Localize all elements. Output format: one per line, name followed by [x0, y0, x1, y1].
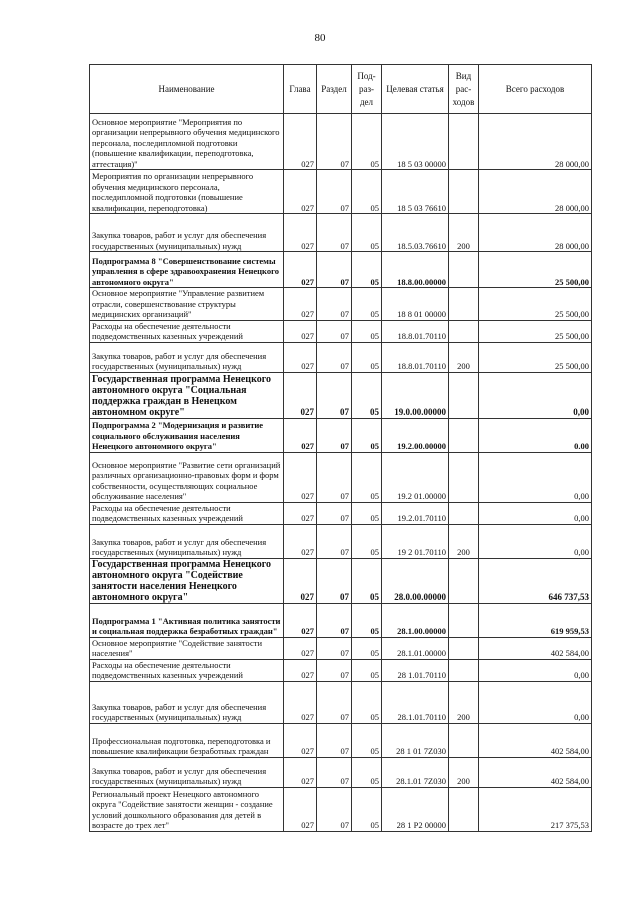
cell-name: Основное мероприятие "Мероприятия по организации непрерывного обучения медицинского персонала, последипломной подготовки (повышение квалификации, переподготовка, аттестация)" — [90, 114, 284, 170]
cell-vid — [449, 452, 479, 502]
cell-total: 28 000,00 — [479, 170, 592, 214]
cell-podrazdel: 05 — [352, 372, 382, 418]
cell-total: 25 500,00 — [479, 252, 592, 288]
cell-target: 28 1.01.70110 — [382, 659, 449, 681]
cell-vid — [449, 252, 479, 288]
cell-vid — [449, 170, 479, 214]
cell-name: Основное мероприятие "Содействие занятости населения" — [90, 637, 284, 659]
cell-podrazdel: 05 — [352, 558, 382, 603]
cell-target: 18.8.00.00000 — [382, 252, 449, 288]
cell-glava: 027 — [284, 681, 317, 723]
cell-target: 19.2 01.00000 — [382, 452, 449, 502]
cell-razdel: 07 — [317, 787, 352, 831]
cell-name: Подпрограмма 1 "Активная политика занятости и социальная поддержка безработных граждан" — [90, 603, 284, 637]
cell-name: Государственная программа Ненецкого автономного округа "Социальная поддержка граждан в Ненецком автономном округе" — [90, 372, 284, 418]
cell-glava: 027 — [284, 558, 317, 603]
cell-podrazdel: 05 — [352, 452, 382, 502]
cell-target: 18.8.01.70110 — [382, 320, 449, 342]
cell-razdel: 07 — [317, 603, 352, 637]
cell-glava: 027 — [284, 452, 317, 502]
col-header-podrazdel: Под-раз-дел — [352, 65, 382, 114]
table-row — [90, 252, 592, 288]
cell-total: 0.00 — [479, 418, 592, 452]
table-row — [90, 723, 592, 757]
cell-target: 28.1.01.00000 — [382, 637, 449, 659]
cell-razdel: 07 — [317, 418, 352, 452]
cell-vid: 200 — [449, 214, 479, 252]
cell-glava: 027 — [284, 757, 317, 787]
table-row — [90, 170, 592, 214]
table-row — [90, 787, 592, 831]
col-header-razdel: Раздел — [317, 65, 352, 114]
cell-podrazdel: 05 — [352, 214, 382, 252]
cell-glava: 027 — [284, 659, 317, 681]
cell-razdel: 07 — [317, 342, 352, 372]
cell-name: Основное мероприятие "Управление развитием отрасли, совершенствование структуры медицинских организаций" — [90, 288, 284, 321]
cell-razdel: 07 — [317, 524, 352, 558]
table-row — [90, 320, 592, 342]
cell-total: 0,00 — [479, 524, 592, 558]
cell-glava: 027 — [284, 320, 317, 342]
cell-total: 25 500,00 — [479, 320, 592, 342]
cell-glava: 027 — [284, 502, 317, 524]
cell-razdel: 07 — [317, 723, 352, 757]
cell-vid: 200 — [449, 757, 479, 787]
cell-podrazdel: 05 — [352, 659, 382, 681]
cell-razdel: 07 — [317, 252, 352, 288]
cell-total: 402 584,00 — [479, 637, 592, 659]
cell-razdel: 07 — [317, 372, 352, 418]
cell-glava: 027 — [284, 252, 317, 288]
cell-podrazdel: 05 — [352, 757, 382, 787]
cell-glava: 027 — [284, 787, 317, 831]
cell-total: 217 375,53 — [479, 787, 592, 831]
budget-table — [89, 64, 592, 832]
cell-total: 0,00 — [479, 681, 592, 723]
cell-target: 28 1 P2 00000 — [382, 787, 449, 831]
table-row — [90, 214, 592, 252]
cell-vid — [449, 372, 479, 418]
cell-razdel: 07 — [317, 558, 352, 603]
cell-razdel: 07 — [317, 288, 352, 321]
cell-target: 28 1 01 7Z030 — [382, 723, 449, 757]
cell-razdel: 07 — [317, 659, 352, 681]
cell-podrazdel: 05 — [352, 418, 382, 452]
table-row — [90, 342, 592, 372]
cell-glava: 027 — [284, 170, 317, 214]
cell-total: 28 000,00 — [479, 114, 592, 170]
table-row — [90, 637, 592, 659]
col-header-total: Всего расходов — [479, 65, 592, 114]
cell-glava: 027 — [284, 418, 317, 452]
cell-glava: 027 — [284, 288, 317, 321]
col-header-name: Наименование — [90, 65, 284, 114]
cell-vid — [449, 320, 479, 342]
cell-target: 19.0.00.00000 — [382, 372, 449, 418]
col-header-glava: Глава — [284, 65, 317, 114]
cell-glava: 027 — [284, 372, 317, 418]
table-row — [90, 452, 592, 502]
cell-vid — [449, 418, 479, 452]
cell-glava: 027 — [284, 114, 317, 170]
cell-target: 28.1.00.00000 — [382, 603, 449, 637]
cell-total: 28 000,00 — [479, 214, 592, 252]
cell-vid: 200 — [449, 681, 479, 723]
cell-glava: 027 — [284, 524, 317, 558]
cell-target: 19 2 01.70110 — [382, 524, 449, 558]
table-row — [90, 603, 592, 637]
cell-podrazdel: 05 — [352, 681, 382, 723]
cell-name: Закупка товаров, работ и услуг для обеспечения государственных (муниципальных) нужд — [90, 681, 284, 723]
cell-vid — [449, 114, 479, 170]
table-row — [90, 418, 592, 452]
cell-total: 402 584,00 — [479, 723, 592, 757]
cell-razdel: 07 — [317, 637, 352, 659]
cell-total: 0,00 — [479, 372, 592, 418]
cell-target: 18.5.03.76610 — [382, 214, 449, 252]
cell-podrazdel: 05 — [352, 502, 382, 524]
cell-razdel: 07 — [317, 681, 352, 723]
cell-name: Мероприятия по организации непрерывного обучения медицинского персонала, последипломной подготовки (повышение квалификации, переподготовка) — [90, 170, 284, 214]
cell-name: Закупка товаров, работ и услуг для обеспечения государственных (муниципальных) нужд — [90, 524, 284, 558]
cell-name: Региональный проект Ненецкого автономного округа "Содействие занятости женщин - создание условий дошкольного образования для детей в возрасте до трех лет" — [90, 787, 284, 831]
cell-podrazdel: 05 — [352, 637, 382, 659]
table-row — [90, 757, 592, 787]
cell-glava: 027 — [284, 342, 317, 372]
cell-total: 0,00 — [479, 452, 592, 502]
cell-razdel: 07 — [317, 214, 352, 252]
cell-name: Закупка товаров, работ и услуг для обеспечения государственных (муниципальных) нужд — [90, 214, 284, 252]
table-row — [90, 524, 592, 558]
cell-podrazdel: 05 — [352, 114, 382, 170]
cell-razdel: 07 — [317, 757, 352, 787]
cell-total: 619 959,53 — [479, 603, 592, 637]
cell-glava: 027 — [284, 637, 317, 659]
cell-name: Подпрограмма 2 "Модернизация и развитие социального обслуживания населения Ненецкого автономного округа" — [90, 418, 284, 452]
cell-name: Расходы на обеспечение деятельности подведомственных казенных учреждений — [90, 659, 284, 681]
cell-name: Государственная программа Ненецкого автономного округа "Содействие занятости населения Ненецкого автономного округа" — [90, 558, 284, 603]
cell-vid: 200 — [449, 524, 479, 558]
cell-name: Расходы на обеспечение деятельности подведомственных казенных учреждений — [90, 502, 284, 524]
cell-target: 18.8.01.70110 — [382, 342, 449, 372]
cell-name: Профессиональная подготовка, переподготовка и повышение квалификации безработных граждан — [90, 723, 284, 757]
cell-target: 28.0.00.00000 — [382, 558, 449, 603]
cell-razdel: 07 — [317, 114, 352, 170]
cell-glava: 027 — [284, 214, 317, 252]
cell-razdel: 07 — [317, 320, 352, 342]
cell-vid — [449, 502, 479, 524]
cell-podrazdel: 05 — [352, 288, 382, 321]
cell-total: 25 500,00 — [479, 342, 592, 372]
cell-razdel: 07 — [317, 452, 352, 502]
cell-target: 18 8 01 00000 — [382, 288, 449, 321]
cell-podrazdel: 05 — [352, 170, 382, 214]
cell-vid — [449, 558, 479, 603]
cell-podrazdel: 05 — [352, 787, 382, 831]
cell-name: Закупка товаров, работ и услуг для обеспечения государственных (муниципальных) нужд — [90, 757, 284, 787]
table-row — [90, 681, 592, 723]
cell-razdel: 07 — [317, 170, 352, 214]
cell-podrazdel: 05 — [352, 252, 382, 288]
cell-vid — [449, 637, 479, 659]
cell-target: 18 5 03 76610 — [382, 170, 449, 214]
table-row — [90, 502, 592, 524]
table-row — [90, 288, 592, 321]
header-row — [90, 65, 592, 114]
cell-podrazdel: 05 — [352, 524, 382, 558]
table-row — [90, 114, 592, 170]
col-header-target: Целевая статья — [382, 65, 449, 114]
page-number: 80 — [314, 32, 326, 44]
cell-total: 646 737,53 — [479, 558, 592, 603]
cell-target: 19.2.00.00000 — [382, 418, 449, 452]
cell-vid: 200 — [449, 342, 479, 372]
table-row — [90, 659, 592, 681]
cell-podrazdel: 05 — [352, 603, 382, 637]
cell-total: 0,00 — [479, 502, 592, 524]
cell-name: Подпрограмма 8 "Совершенствование системы управления в сфере здравоохранения Ненецкого автономного округа" — [90, 252, 284, 288]
cell-glava: 027 — [284, 723, 317, 757]
cell-target: 18 5 03 00000 — [382, 114, 449, 170]
col-header-vid: Вид рас-ходов — [449, 65, 479, 114]
cell-total: 0,00 — [479, 659, 592, 681]
cell-target: 28.1.01 7Z030 — [382, 757, 449, 787]
cell-glava: 027 — [284, 603, 317, 637]
cell-target: 28.1.01.70110 — [382, 681, 449, 723]
cell-razdel: 07 — [317, 502, 352, 524]
cell-vid — [449, 288, 479, 321]
cell-name: Закупка товаров, работ и услуг для обеспечения государственных (муниципальных) нужд — [90, 342, 284, 372]
cell-podrazdel: 05 — [352, 320, 382, 342]
cell-vid — [449, 659, 479, 681]
cell-name: Основное мероприятие "Развитие сети организаций различных организационно-правовых форм и форм собственности, осуществляющих социальное обслуживание населения" — [90, 452, 284, 502]
cell-podrazdel: 05 — [352, 723, 382, 757]
cell-podrazdel: 05 — [352, 342, 382, 372]
cell-vid — [449, 723, 479, 757]
cell-vid — [449, 787, 479, 831]
cell-target: 19.2.01.70110 — [382, 502, 449, 524]
cell-total: 25 500,00 — [479, 288, 592, 321]
cell-name: Расходы на обеспечение деятельности подведомственных казенных учреждений — [90, 320, 284, 342]
cell-vid — [449, 603, 479, 637]
table-row — [90, 558, 592, 603]
table-row — [90, 372, 592, 418]
cell-total: 402 584,00 — [479, 757, 592, 787]
